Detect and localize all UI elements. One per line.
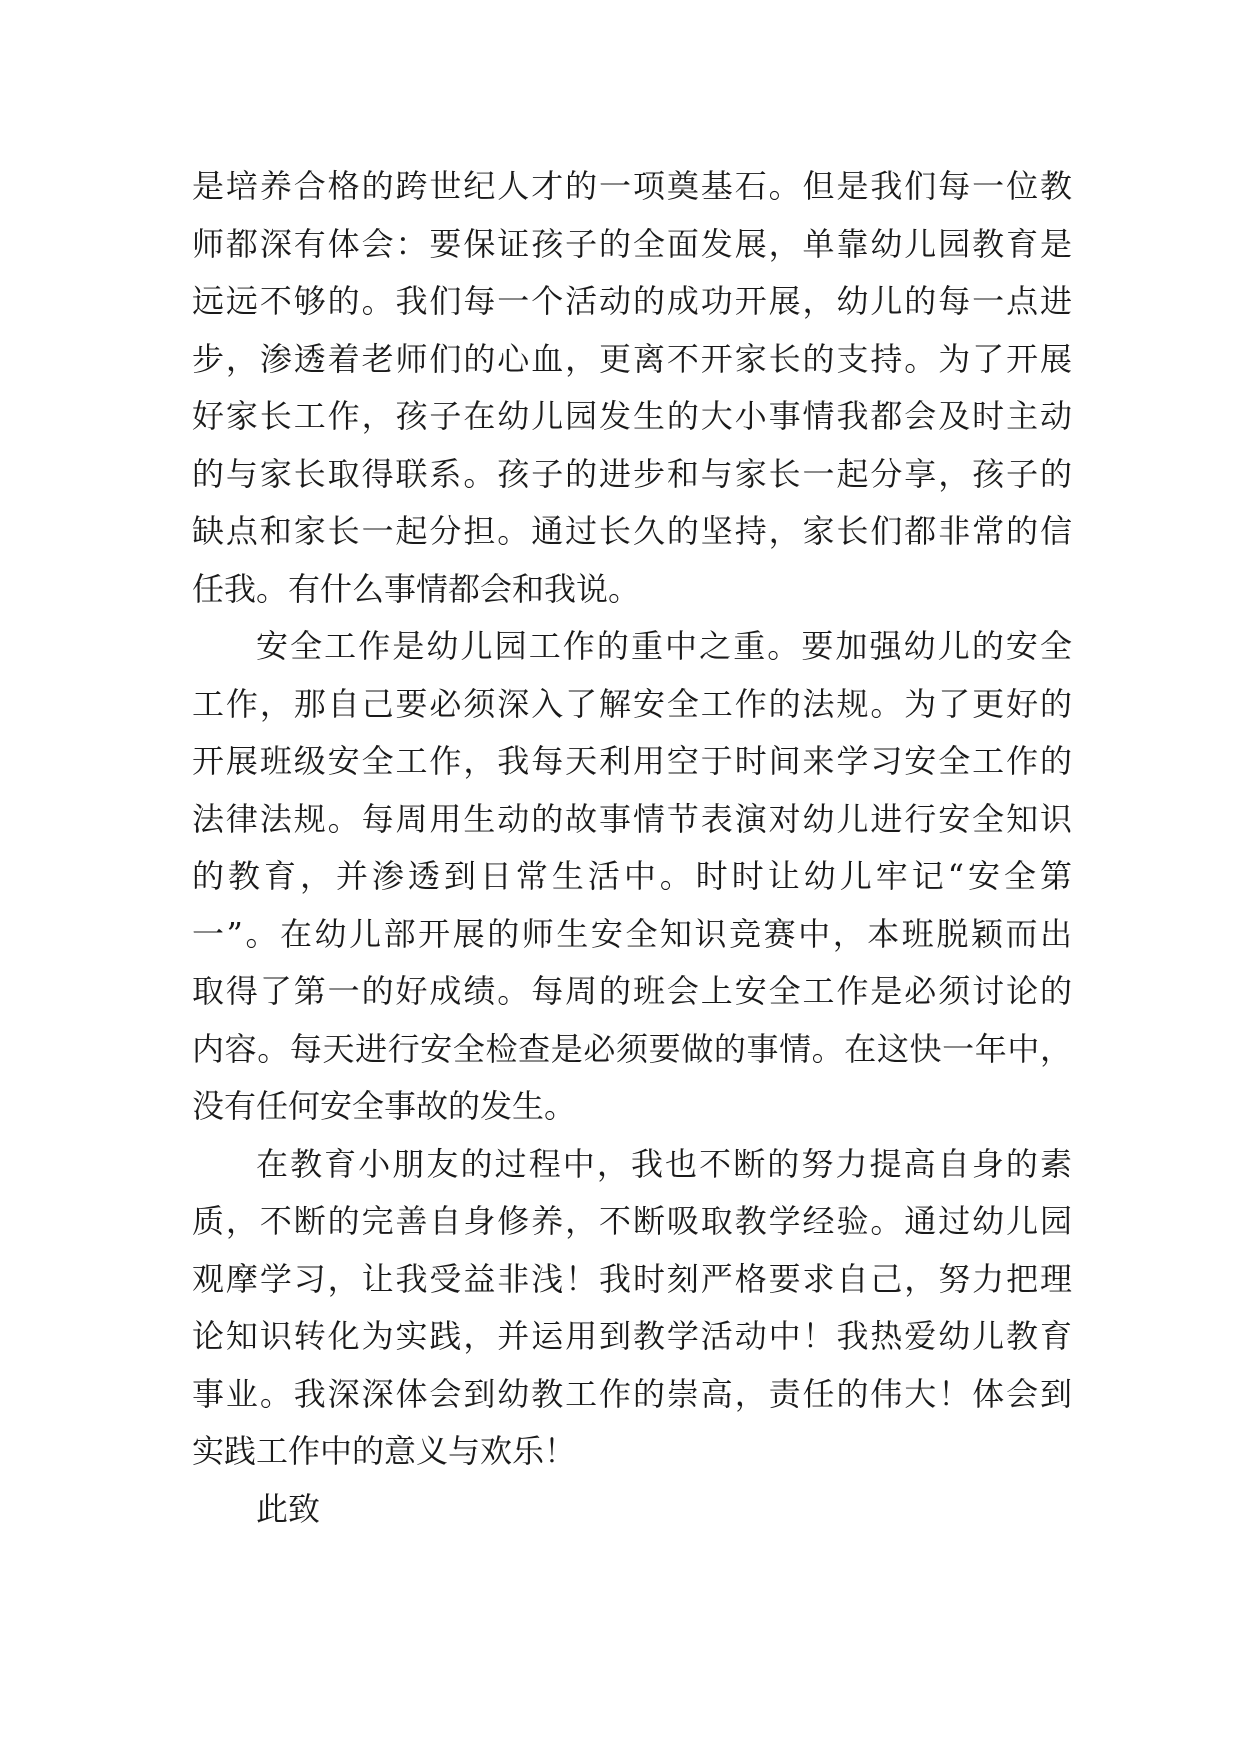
text-line: 是培养合格的跨世纪人才的一项奠基石。但是我们每一位教 [192, 167, 1072, 205]
text-line: 一”。在幼儿部开展的师生安全知识竞赛中，本班脱颖而出 [192, 914, 1072, 953]
text-line: 好家长工作，孩子在幼儿园发生的大小事情我都会及时主动 [192, 397, 1072, 435]
text-line: 没有任何安全事故的发生。 [192, 1087, 577, 1125]
text-line: 事业。我深深体会到幼教工作的崇高，责任的伟大！体会到 [192, 1374, 1072, 1413]
text-line: 缺点和家长一起分担。通过长久的坚持，家长们都非常的信 [192, 512, 1072, 550]
text-line: 法律法规。每周用生动的故事情节表演对幼儿进行安全知识 [192, 799, 1072, 838]
text-line: 内容。每天进行安全检查是必须要做的事情。在这快一年中， [192, 1029, 1072, 1068]
text-line: 质，不断的完善自身修养，不断吸取教学经验。通过幼儿园 [192, 1202, 1072, 1240]
text-line: 远远不够的。我们每一个活动的成功开展，幼儿的每一点进 [192, 282, 1072, 320]
paragraph [192, 618, 1072, 1136]
paragraph [192, 1136, 1072, 1481]
text-line: 的教育，并渗透到日常生活中。时时让幼儿牢记“安全第 [192, 857, 1072, 895]
document-body [192, 158, 1072, 1538]
text-line: 观摩学习，让我受益非浅！我时刻严格要求自己，努力把理 [192, 1259, 1072, 1298]
text-line: 工作，那自己要必须深入了解安全工作的法规。为了更好的 [192, 684, 1072, 723]
text-line: 在教育小朋友的过程中，我也不断的努力提高自身的素 [256, 1144, 1072, 1183]
text-line: 任我。有什么事情都会和我说。 [192, 569, 641, 608]
text-line: 取得了第一的好成绩。每周的班会上安全工作是必须讨论的 [192, 972, 1072, 1010]
text-line: 安全工作是幼儿园工作的重中之重。要加强幼儿的安全 [256, 627, 1072, 665]
text-line: 的与家长取得联系。孩子的进步和与家长一起分享，孩子的 [192, 454, 1072, 493]
paragraph [192, 158, 1072, 618]
text-line: 开展班级安全工作，我每天利用空于时间来学习安全工作的 [192, 742, 1072, 780]
text-line: 师都深有体会：要保证孩子的全面发展，单靠幼儿园教育是 [192, 224, 1072, 263]
text-line: 步，渗透着老师们的心血，更离不开家长的支持。为了开展 [192, 339, 1072, 378]
text-line: 此致 [256, 1489, 321, 1528]
text-line: 实践工作中的意义与欢乐！ [192, 1432, 577, 1470]
closing-salutation [192, 1481, 1072, 1539]
text-line: 论知识转化为实践，并运用到教学活动中！我热爱幼儿教育 [192, 1317, 1072, 1355]
